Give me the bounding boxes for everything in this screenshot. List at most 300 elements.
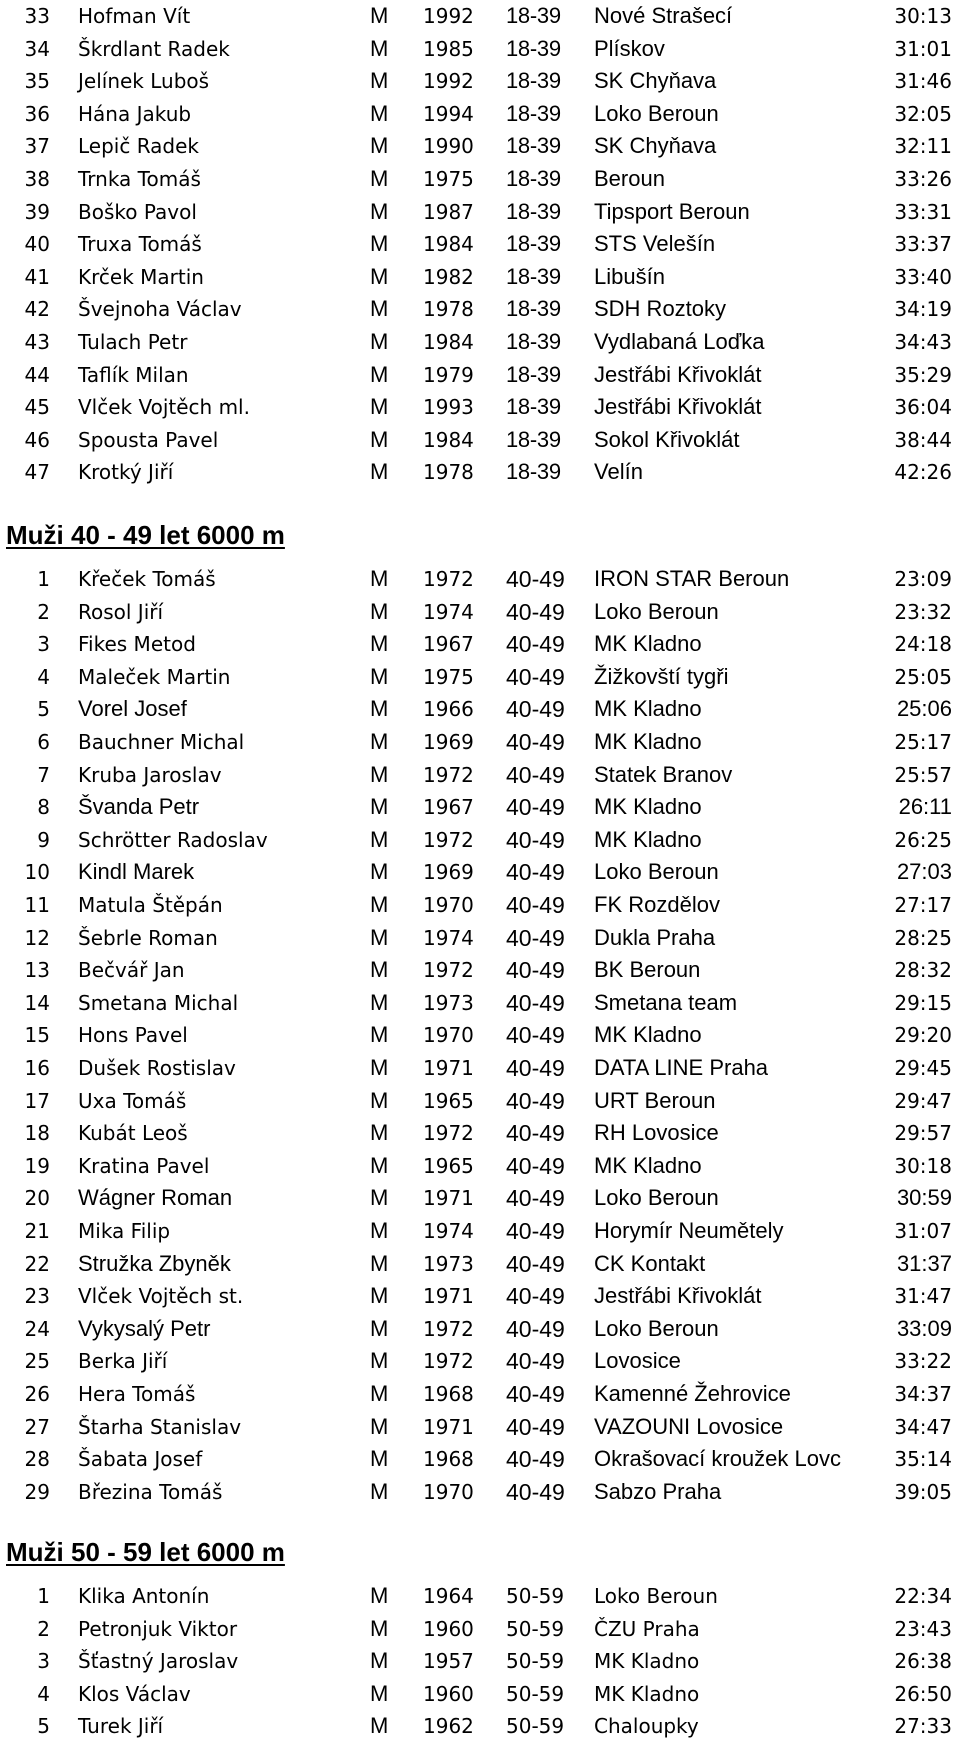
finish-time: 30:59: [896, 1185, 952, 1211]
club-name: VAZOUNI Lovosice: [594, 1413, 784, 1439]
birth-year: 1973: [423, 1251, 474, 1276]
result-row: [0, 726, 960, 758]
sex-cell: M: [370, 1446, 389, 1472]
runner-name: Klos Václav: [78, 1681, 191, 1706]
club-name: Loko Beroun: [594, 1584, 718, 1608]
runner-name: Fikes Metod: [78, 632, 196, 657]
sex-cell: M: [370, 761, 389, 787]
result-row: [0, 0, 960, 32]
finish-time: 28:25: [894, 925, 952, 950]
runner-name: Maleček Martin: [78, 664, 231, 689]
rank-cell: 37: [24, 134, 50, 159]
age-category: 40-49: [506, 663, 565, 690]
rank-cell: 23: [24, 1284, 50, 1309]
rank-cell: 9: [37, 827, 50, 852]
birth-year: 1960: [423, 1681, 474, 1706]
sex-cell: M: [370, 1478, 389, 1504]
club-name: Sabzo Praha: [594, 1478, 722, 1504]
birth-year: 1960: [423, 1616, 474, 1641]
birth-year: 1975: [423, 167, 474, 191]
finish-time: 25:57: [894, 762, 952, 787]
runner-name: Šabata Josef: [78, 1447, 203, 1472]
birth-year: 1984: [423, 427, 474, 452]
age-category: 40-49: [506, 729, 565, 755]
result-row: [0, 1678, 960, 1710]
rank-cell: 24: [24, 1316, 50, 1341]
sex-cell: M: [370, 663, 389, 689]
result-row: [0, 261, 960, 293]
runner-name: Šťastný Jaroslav: [78, 1649, 239, 1674]
sex-cell: M: [370, 1283, 389, 1309]
rank-cell: 17: [24, 1088, 50, 1113]
club-name: MK Kladno: [594, 631, 702, 657]
section-heading: Muži 40 - 49 let 6000 m: [6, 520, 285, 550]
runner-name: Vlček Vojtěch ml.: [78, 395, 250, 420]
birth-year: 1984: [423, 330, 474, 354]
club-name: MK Kladno: [594, 794, 702, 820]
club-name: ČZU Praha: [594, 1616, 700, 1641]
runner-name: Jelínek Luboš: [78, 69, 210, 94]
age-category: 40-49: [506, 892, 565, 918]
age-category: 40-49: [506, 859, 565, 886]
age-category: 40-49: [506, 957, 565, 984]
finish-time: 30:13: [894, 4, 952, 28]
rank-cell: 39: [24, 199, 50, 224]
result-row: [0, 326, 960, 358]
sex-cell: M: [370, 1615, 389, 1641]
birth-year: 1957: [423, 1649, 474, 1674]
age-category: 18-39: [506, 394, 561, 420]
birth-year: 1972: [423, 567, 474, 591]
sex-cell: M: [370, 696, 389, 722]
club-name: SDH Roztoky: [594, 296, 727, 322]
finish-time: 33:40: [894, 264, 952, 289]
age-category: 40-49: [506, 696, 565, 723]
rank-cell: 26: [24, 1382, 50, 1406]
sex-cell: M: [370, 631, 389, 657]
club-name: Nové Strašecí: [594, 3, 733, 28]
runner-name: Švanda Petr: [78, 794, 200, 820]
result-row: [0, 65, 960, 97]
finish-time: 33:31: [894, 199, 952, 224]
age-category: 40-49: [506, 924, 565, 951]
birth-year: 1972: [423, 1316, 474, 1341]
sex-cell: M: [370, 231, 389, 257]
runner-name: Bauchner Michal: [78, 730, 245, 754]
age-category: 40-49: [506, 598, 565, 625]
birth-year: 1972: [423, 1121, 474, 1146]
club-name: Libušín: [594, 263, 665, 289]
rank-cell: 18: [24, 1121, 50, 1146]
runner-name: Březina Tomáš: [78, 1479, 223, 1504]
age-category: 18-39: [506, 329, 561, 354]
finish-time: 26:11: [898, 794, 952, 820]
result-row: [0, 196, 960, 228]
age-category: 50-59: [506, 1616, 565, 1641]
club-name: SK Chyňava: [594, 133, 717, 159]
finish-time: 27:33: [894, 1714, 952, 1739]
finish-time: 25:05: [894, 664, 952, 689]
runner-name: Vykysalý Petr: [78, 1315, 211, 1341]
result-row: [0, 1411, 960, 1443]
runner-name: Rosol Jiří: [78, 599, 164, 624]
age-category: 40-49: [506, 1152, 565, 1179]
sex-cell: M: [370, 198, 389, 224]
runner-name: Štarha Stanislav: [78, 1414, 242, 1439]
club-name: Smetana team: [594, 989, 738, 1015]
club-name: Sokol Křivoklát: [594, 426, 740, 452]
sex-cell: M: [370, 329, 389, 354]
sex-cell: M: [370, 729, 389, 754]
club-name: BK Beroun: [594, 957, 701, 983]
club-name: Loko Beroun: [594, 598, 719, 624]
birth-year: 1966: [423, 697, 474, 722]
finish-time: 29:15: [894, 990, 952, 1015]
age-category: 50-59: [506, 1649, 565, 1674]
finish-time: 30:18: [894, 1153, 952, 1178]
birth-year: 1974: [423, 599, 474, 624]
finish-time: 31:46: [894, 69, 952, 94]
birth-year: 1965: [423, 1153, 474, 1178]
runner-name: Křeček Tomáš: [78, 567, 216, 591]
runner-name: Smetana Michal: [78, 990, 239, 1015]
club-name: Lovosice: [594, 1348, 681, 1374]
finish-time: 31:07: [894, 1219, 952, 1243]
birth-year: 1978: [423, 460, 474, 485]
rank-cell: 20: [24, 1186, 50, 1211]
runner-name: Kindl Marek: [78, 859, 195, 885]
rank-cell: 40: [24, 232, 50, 257]
runner-name: Truxa Tomáš: [78, 232, 202, 257]
result-row: [0, 391, 960, 423]
runner-name: Kratina Pavel: [78, 1153, 210, 1178]
sex-cell: M: [370, 361, 389, 387]
rank-cell: 7: [37, 762, 50, 787]
runner-name: Klika Antonín: [78, 1584, 210, 1608]
birth-year: 1971: [423, 1056, 474, 1080]
birth-year: 1994: [423, 101, 474, 126]
birth-year: 1978: [423, 297, 474, 322]
age-category: 50-59: [506, 1584, 565, 1608]
result-row: [0, 456, 960, 488]
age-category: 18-39: [506, 426, 561, 452]
birth-year: 1990: [423, 134, 474, 159]
club-name: MK Kladno: [594, 1681, 700, 1706]
finish-time: 35:14: [894, 1447, 952, 1472]
finish-time: 42:26: [894, 460, 952, 485]
rank-cell: 38: [24, 167, 50, 191]
birth-year: 1993: [423, 395, 474, 420]
club-name: MK Kladno: [594, 729, 702, 754]
club-name: IRON STAR Beroun: [594, 566, 790, 591]
finish-time: 22:34: [894, 1584, 952, 1608]
club-name: STS Velešín: [594, 231, 716, 257]
result-row: [0, 130, 960, 162]
runner-name: Hofman Vít: [78, 4, 191, 28]
sex-cell: M: [370, 598, 389, 624]
club-name: Horymír Neumětely: [594, 1218, 784, 1243]
result-row: [0, 791, 960, 823]
sex-cell: M: [370, 1348, 389, 1374]
birth-year: 1970: [423, 1479, 474, 1504]
club-name: SK Chyňava: [594, 68, 717, 94]
finish-time: 31:47: [894, 1284, 952, 1309]
runner-name: Boško Pavol: [78, 199, 197, 224]
birth-year: 1985: [423, 36, 474, 61]
sex-cell: M: [370, 1413, 389, 1439]
sex-cell: M: [370, 1381, 389, 1406]
sex-cell: M: [370, 989, 389, 1015]
result-row: [0, 563, 960, 595]
age-category: 40-49: [506, 1087, 565, 1114]
birth-year: 1973: [423, 990, 474, 1015]
club-name: Jestřábi Křivoklát: [594, 394, 762, 420]
club-name: Kamenné Žehrovice: [594, 1381, 791, 1406]
finish-time: 33:26: [894, 167, 952, 191]
result-row: [0, 1443, 960, 1475]
finish-time: 23:32: [894, 599, 952, 624]
finish-time: 28:32: [894, 958, 952, 983]
sex-cell: M: [370, 1120, 389, 1146]
result-row: [0, 759, 960, 791]
runner-name: Wágner Roman: [78, 1185, 233, 1211]
club-name: MK Kladno: [594, 1649, 700, 1674]
result-row: [0, 1313, 960, 1345]
result-row: [0, 1085, 960, 1117]
sex-cell: M: [370, 1680, 389, 1706]
age-category: 40-49: [506, 1250, 565, 1277]
rank-cell: 14: [24, 990, 50, 1015]
result-row: [0, 33, 960, 65]
age-category: 40-49: [506, 566, 565, 592]
rank-cell: 4: [37, 1681, 50, 1706]
runner-name: Trnka Tomáš: [78, 167, 201, 191]
rank-cell: 36: [24, 101, 50, 126]
finish-time: 26:25: [894, 827, 952, 852]
rank-cell: 41: [24, 264, 50, 289]
finish-time: 33:22: [894, 1349, 952, 1374]
age-category: 18-39: [506, 198, 561, 224]
club-name: Chaloupky: [594, 1714, 699, 1739]
finish-time: 26:38: [894, 1649, 952, 1674]
sex-cell: M: [370, 166, 389, 191]
rank-cell: 19: [24, 1153, 50, 1178]
rank-cell: 1: [37, 1584, 50, 1608]
sex-cell: M: [370, 1185, 389, 1211]
result-row: [0, 293, 960, 325]
club-name: Žižkovští tygři: [594, 663, 729, 689]
result-row: [0, 359, 960, 391]
finish-time: 35:29: [894, 362, 952, 387]
rank-cell: 13: [24, 958, 50, 983]
sex-cell: M: [370, 1022, 389, 1048]
rank-cell: 5: [37, 697, 50, 722]
rank-cell: 2: [37, 599, 50, 624]
age-category: 18-39: [506, 459, 561, 485]
rank-cell: 22: [24, 1251, 50, 1276]
runner-name: Hána Jakub: [78, 101, 192, 126]
result-row: [0, 1150, 960, 1182]
result-row: [0, 922, 960, 954]
sex-cell: M: [370, 459, 389, 485]
sex-cell: M: [370, 957, 389, 983]
club-name: CK Kontakt: [594, 1250, 706, 1276]
sex-cell: M: [370, 1648, 389, 1674]
age-category: 18-39: [506, 231, 561, 257]
birth-year: 1984: [423, 232, 474, 257]
club-name: DATA LINE Praha: [594, 1055, 769, 1080]
birth-year: 1972: [423, 762, 474, 787]
rank-cell: 34: [24, 36, 50, 61]
club-name: Loko Beroun: [594, 1315, 719, 1341]
result-row: [0, 424, 960, 456]
club-name: Jestřábi Křivoklát: [594, 1283, 762, 1309]
club-name: Velín: [594, 459, 643, 485]
result-row: [0, 693, 960, 725]
age-category: 40-49: [506, 1022, 565, 1049]
finish-time: 34:43: [894, 330, 952, 354]
sex-cell: M: [370, 1055, 389, 1080]
sex-cell: M: [370, 859, 389, 885]
age-category: 40-49: [506, 631, 565, 658]
rank-cell: 16: [24, 1056, 50, 1080]
rank-cell: 42: [24, 297, 50, 322]
birth-year: 1971: [423, 1414, 474, 1439]
finish-time: 38:44: [894, 427, 952, 452]
finish-time: 23:09: [894, 567, 952, 591]
age-category: 18-39: [506, 296, 561, 322]
result-row: [0, 824, 960, 856]
birth-year: 1992: [423, 4, 474, 28]
rank-cell: 10: [24, 860, 50, 885]
birth-year: 1971: [423, 1284, 474, 1309]
age-category: 40-49: [506, 1381, 565, 1407]
club-name: Statek Branov: [594, 761, 733, 787]
finish-time: 27:03: [896, 859, 952, 885]
result-row: [0, 1476, 960, 1508]
age-category: 18-39: [506, 3, 561, 28]
age-category: 40-49: [506, 1446, 565, 1473]
age-category: 18-39: [506, 263, 561, 289]
age-category: 40-49: [506, 1055, 565, 1081]
sex-cell: M: [370, 1087, 389, 1113]
age-category: 40-49: [506, 826, 565, 853]
runner-name: Bečvář Jan: [78, 958, 185, 983]
runner-name: Krček Martin: [78, 264, 204, 289]
rank-cell: 3: [37, 632, 50, 657]
rank-cell: 1: [37, 567, 50, 591]
rank-cell: 45: [24, 395, 50, 420]
sex-cell: M: [370, 924, 389, 950]
sex-cell: M: [370, 1315, 389, 1341]
sex-cell: M: [370, 426, 389, 452]
club-name: Vydlabaná Loďka: [594, 329, 765, 354]
age-category: 18-39: [506, 361, 561, 387]
club-name: Okrašovací kroužek Lovc: [594, 1446, 841, 1472]
birth-year: 1969: [423, 860, 474, 885]
sex-cell: M: [370, 566, 389, 591]
age-category: 50-59: [506, 1714, 565, 1739]
finish-time: 29:47: [894, 1088, 952, 1113]
result-row: [0, 889, 960, 921]
sex-cell: M: [370, 794, 389, 820]
result-row: [0, 1019, 960, 1051]
finish-time: 29:45: [894, 1056, 952, 1080]
runner-name: Lepič Radek: [78, 134, 199, 159]
birth-year: 1982: [423, 264, 474, 289]
sex-cell: M: [370, 892, 389, 917]
sex-cell: M: [370, 35, 389, 61]
result-row: [0, 1345, 960, 1377]
birth-year: 1962: [423, 1714, 474, 1739]
result-row: [0, 596, 960, 628]
finish-time: 34:47: [894, 1414, 952, 1439]
rank-cell: 21: [24, 1219, 50, 1243]
rank-cell: 3: [37, 1649, 50, 1674]
club-name: Jestřábi Křivoklát: [594, 361, 762, 387]
club-name: Loko Beroun: [594, 100, 719, 126]
runner-name: Kubát Leoš: [78, 1121, 188, 1146]
runner-name: Tulach Petr: [78, 330, 188, 354]
result-row: [0, 1117, 960, 1149]
age-category: 40-49: [506, 1185, 565, 1212]
rank-cell: 4: [37, 664, 50, 689]
rank-cell: 2: [37, 1616, 50, 1641]
runner-name: Vorel Josef: [78, 696, 187, 722]
runner-name: Švejnoha Václav: [78, 297, 242, 322]
club-name: Dukla Praha: [594, 924, 716, 950]
finish-time: 25:17: [894, 730, 952, 754]
birth-year: 1967: [423, 632, 474, 657]
finish-time: 27:17: [894, 893, 952, 917]
result-row: [0, 987, 960, 1019]
runner-name: Vlček Vojtěch st.: [78, 1284, 244, 1309]
runner-name: Schrötter Radoslav: [78, 827, 268, 852]
birth-year: 1975: [423, 664, 474, 689]
section-heading: Muži 50 - 59 let 6000 m: [6, 1537, 285, 1567]
finish-time: 31:37: [896, 1250, 952, 1276]
birth-year: 1972: [423, 827, 474, 852]
sex-cell: M: [370, 263, 389, 289]
birth-year: 1964: [423, 1584, 474, 1608]
finish-time: 34:19: [894, 297, 952, 322]
age-category: 18-39: [506, 133, 561, 159]
result-row: [0, 1710, 960, 1742]
runner-name: Turek Jiří: [78, 1714, 164, 1739]
age-category: 40-49: [506, 794, 565, 821]
finish-time: 29:57: [894, 1121, 952, 1146]
finish-time: 24:18: [894, 632, 952, 657]
finish-time: 25:06: [896, 696, 952, 722]
rank-cell: 12: [24, 925, 50, 950]
finish-time: 34:37: [894, 1382, 952, 1406]
result-row: [0, 98, 960, 130]
runner-name: Krotký Jiří: [78, 460, 174, 485]
birth-year: 1972: [423, 958, 474, 983]
result-row: [0, 1378, 960, 1410]
age-category: 40-49: [506, 761, 565, 788]
club-name: Tipsport Beroun: [594, 198, 750, 224]
finish-time: 32:11: [894, 134, 952, 159]
finish-time: 36:04: [894, 395, 952, 420]
age-category: 18-39: [506, 35, 561, 61]
birth-year: 1965: [423, 1088, 474, 1113]
birth-year: 1970: [423, 1023, 474, 1048]
runner-name: Spousta Pavel: [78, 427, 219, 452]
birth-year: 1974: [423, 925, 474, 950]
birth-year: 1972: [423, 1349, 474, 1374]
club-name: MK Kladno: [594, 696, 702, 722]
